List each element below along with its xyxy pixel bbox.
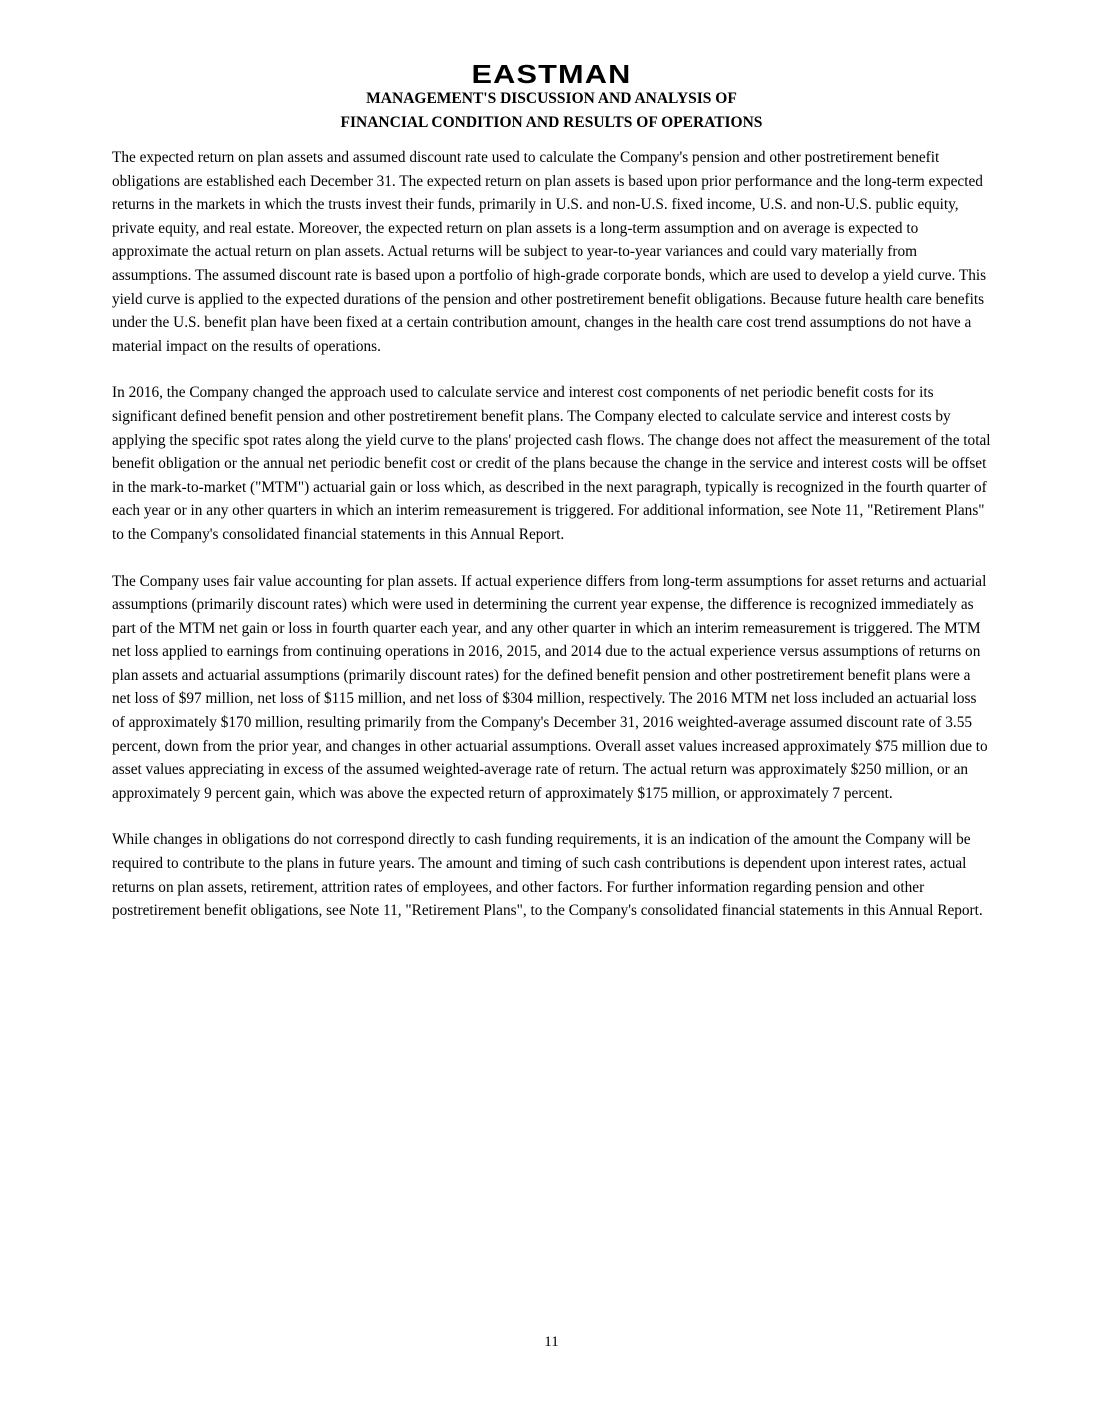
- page-number: 11: [544, 1334, 559, 1350]
- paragraph-expected-return: The expected return on plan assets and assumed discount rate used to calculate the Company's pension and other postretirement benefit obligations are established each December 31. The expected return on plan assets is based upon prior performance and the long-term expected returns in the markets in which the trusts invest their funds, primarily in U.S. and non-U.S. fixed income, U.S. and non-U.S. public equity, private equity, and real estate. Moreover, the expected return on plan assets is a long-term assumption and on average is expected to approximate the actual return on plan assets. Actual returns will be subject to year-to-year variances and could vary materially from assumptions. The assumed discount rate is based upon a portfolio of high-grade corporate bonds, which are used to develop a yield curve. This yield curve is applied to the expected durations of the pension and other postretirement benefit obligations. Because future health care benefits under the U.S. benefit plan have been fixed at a certain contribution amount, changes in the health care cost trend assumptions do not have a material impact on the results of operations.: [112, 149, 987, 355]
- paragraph-fair-value-accounting: The Company uses fair value accounting for plan assets. If actual experience differs from long-term assumptions for asset returns and actuarial assumptions (primarily discount rates) which were used in determining the current year expense, the difference is recognized immediately as part of the MTM net gain or loss in fourth quarter each year, and any other quarter in which an interim remeasurement is triggered. The MTM net loss applied to earnings from continuing operations in 2016, 2015, and 2014 due to the actual experience versus assumptions of returns on plan assets and actuarial assumptions (primarily discount rates) for the defined benefit pension and other postretirement benefit plans were a net loss of $97 million, net loss of $115 million, and net loss of $304 million, respectively. The 2016 MTM net loss included an actuarial loss of approximately $170 million, resulting primarily from the Company's December 31, 2016 weighted-average assumed discount rate of 3.55 percent, down from the prior year, and changes in other actuarial assumptions. Overall asset values increased approximately $75 million due to asset values appreciating in excess of the assumed weighted-average rate of return. The actual return was approximately $250 million, or an approximately 9 percent gain, which was above the expected return of approximately $175 million, or approximately 7 percent.: [112, 572, 988, 802]
- document-body: [112, 146, 992, 946]
- paragraph-2016-approach-change: In 2016, the Company changed the approach used to calculate service and interest cost components of net periodic benefit costs for its significant defined benefit pension and other postretirement benefit plans. The Company elected to calculate service and interest costs by applying the specific spot rates along the yield curve to the plans' projected cash flows. The change does not affect the measurement of the total benefit obligation or the annual net periodic benefit cost or credit of the plans because the change in the service and interest costs will be offset in the mark-to-market ("MTM") actuarial gain or loss which, as described in the next paragraph, typically is recognized in the fourth quarter of each year or in any other quarters in which an interim remeasurement is triggered. For additional information, see Note 11, "Retirement Plans" to the Company's consolidated financial statements in this Annual Report.: [112, 384, 991, 543]
- section-title-line-1: MANAGEMENT'S DISCUSSION AND ANALYSIS OF: [366, 90, 737, 107]
- paragraph-cash-funding: While changes in obligations do not correspond directly to cash funding requirements, it is an indication of the amount the Company will be required to contribute to the plans in future years. The amount and timing of such cash contributions is dependent upon interest rates, actual returns on plan assets, retirement, attrition rates of employees, and other factors. For further information regarding pension and other postretirement benefit obligations, see Note 11, "Retirement Plans", to the Company's consolidated financial statements in this Annual Report.: [112, 831, 983, 920]
- section-title-line-2: FINANCIAL CONDITION AND RESULTS OF OPERATIONS: [340, 114, 763, 131]
- eastman-logo: EASTMAN: [471, 59, 632, 89]
